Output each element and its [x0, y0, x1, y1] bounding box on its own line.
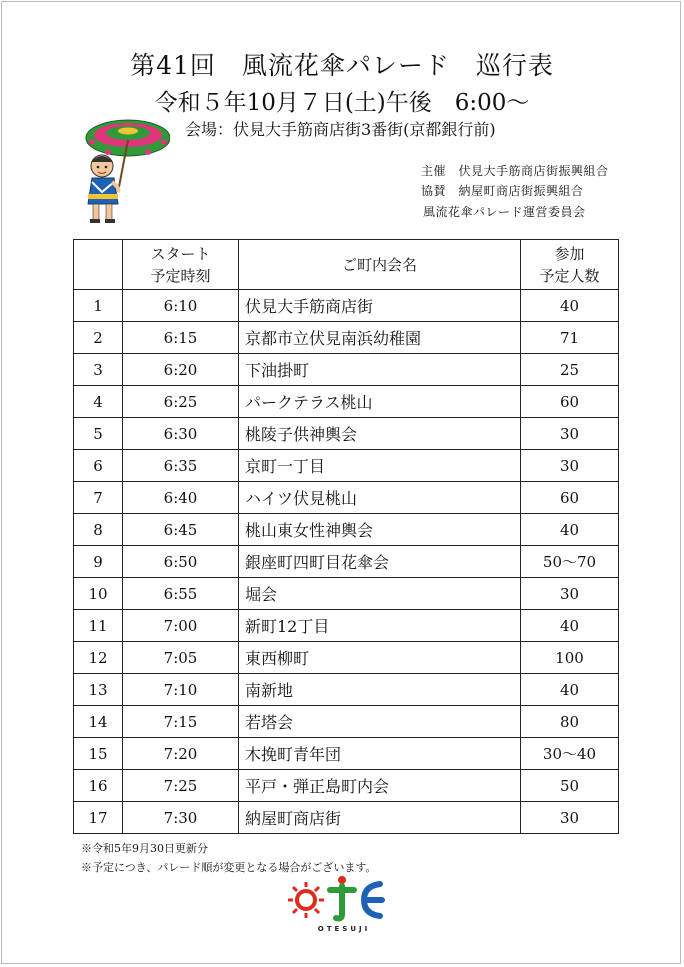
row-participant-count: 100 [521, 642, 619, 674]
row-start-time: 7:00 [123, 610, 239, 642]
row-start-time: 6:40 [123, 482, 239, 514]
row-number: 1 [74, 290, 123, 322]
table-row [74, 642, 619, 674]
row-town-name: 下油掛町 [239, 354, 521, 386]
row-participant-count: 60 [521, 386, 619, 418]
row-town-name: 京町一丁目 [239, 450, 521, 482]
table-row [74, 386, 619, 418]
event-datetime: 令和５年10月７日(土)午後 6:00～ [154, 90, 530, 116]
table-row [74, 770, 619, 802]
table-row [74, 706, 619, 738]
header-start-line2: 予定時刻 [150, 266, 211, 285]
header-no [74, 240, 123, 290]
row-number: 6 [74, 450, 123, 482]
table-row [74, 450, 619, 482]
row-number: 2 [74, 322, 123, 354]
row-town-name: 銀座町四町目花傘会 [239, 546, 521, 578]
row-number: 11 [74, 610, 123, 642]
row-number: 5 [74, 418, 123, 450]
row-start-time: 6:25 [123, 386, 239, 418]
change-note: ※予定につき、パレード順が変更となる場合がございます。 [81, 861, 377, 874]
update-note: ※令和5年9月30日更新分 [81, 842, 208, 855]
row-number: 10 [74, 578, 123, 610]
row-number: 12 [74, 642, 123, 674]
row-town-name: 納屋町商店街 [239, 802, 521, 834]
table-row [74, 482, 619, 514]
row-participant-count: 30 [521, 450, 619, 482]
table-row [74, 610, 619, 642]
row-start-time: 7:15 [123, 706, 239, 738]
row-start-time: 7:30 [123, 802, 239, 834]
row-town-name: ハイツ伏見桃山 [239, 482, 521, 514]
row-town-name: パークテラス桃山 [239, 386, 521, 418]
header-town: ご町内会名 [239, 240, 521, 290]
row-participant-count: 50 [521, 770, 619, 802]
row-town-name: 桃陵子供神輿会 [239, 418, 521, 450]
row-number: 14 [74, 706, 123, 738]
row-start-time: 6:55 [123, 578, 239, 610]
row-participant-count: 25 [521, 354, 619, 386]
organizer-sponsor: 協賛 納屋町商店街振興組合 [421, 184, 584, 198]
header-participants [521, 240, 619, 290]
header-start-line1: スタート [150, 244, 211, 263]
row-town-name: 伏見大手筋商店街 [239, 290, 521, 322]
row-town-name: 桃山東女性神輿会 [239, 514, 521, 546]
row-start-time: 6:35 [123, 450, 239, 482]
row-town-name: 新町12丁目 [239, 610, 521, 642]
table-row [74, 290, 619, 322]
row-number: 8 [74, 514, 123, 546]
row-participant-count: 30～40 [521, 738, 619, 770]
row-start-time: 6:50 [123, 546, 239, 578]
table-row [74, 322, 619, 354]
logo-text: OTESUJI [317, 925, 371, 933]
row-number: 7 [74, 482, 123, 514]
row-number: 17 [74, 802, 123, 834]
otesuji-logo-icon [282, 874, 402, 926]
table-row [74, 802, 619, 834]
row-participant-count: 80 [521, 706, 619, 738]
table-header-row [74, 240, 619, 290]
row-start-time: 6:20 [123, 354, 239, 386]
header-start-time [123, 240, 239, 290]
row-start-time: 6:45 [123, 514, 239, 546]
row-town-name: 東西柳町 [239, 642, 521, 674]
row-start-time: 7:05 [123, 642, 239, 674]
row-start-time: 7:20 [123, 738, 239, 770]
row-participant-count: 40 [521, 514, 619, 546]
umbrella-dancer-mascot-icon [78, 108, 170, 228]
row-participant-count: 30 [521, 578, 619, 610]
row-participant-count: 40 [521, 610, 619, 642]
row-town-name: 南新地 [239, 674, 521, 706]
row-start-time: 6:30 [123, 418, 239, 450]
header-count-line2: 予定人数 [539, 266, 600, 285]
row-participant-count: 71 [521, 322, 619, 354]
table-row [74, 738, 619, 770]
row-town-name: 平戸・弾正島町内会 [239, 770, 521, 802]
row-participant-count: 40 [521, 290, 619, 322]
row-participant-count: 50～70 [521, 546, 619, 578]
row-start-time: 7:25 [123, 770, 239, 802]
row-start-time: 6:10 [123, 290, 239, 322]
table-row [74, 418, 619, 450]
parade-schedule-table [73, 239, 619, 834]
row-number: 9 [74, 546, 123, 578]
row-town-name: 京都市立伏見南浜幼稚園 [239, 322, 521, 354]
organizer-committee: 風流花傘パレード運営委員会 [423, 205, 586, 219]
row-number: 16 [74, 770, 123, 802]
row-town-name: 堀会 [239, 578, 521, 610]
row-start-time: 7:10 [123, 674, 239, 706]
table-row [74, 578, 619, 610]
row-participant-count: 60 [521, 482, 619, 514]
row-participant-count: 30 [521, 418, 619, 450]
table-row [74, 674, 619, 706]
organizer-host: 主催 伏見大手筋商店街振興組合 [421, 164, 609, 178]
row-number: 4 [74, 386, 123, 418]
row-town-name: 木挽町青年団 [239, 738, 521, 770]
page-title: 第41回 風流花傘パレード 巡行表 [130, 51, 554, 80]
table-row [74, 354, 619, 386]
row-start-time: 6:15 [123, 322, 239, 354]
header-count-line1: 参加 [554, 244, 585, 263]
row-number: 13 [74, 674, 123, 706]
row-number: 3 [74, 354, 123, 386]
event-venue: 会場：伏見大手筋商店街3番街(京都銀行前) [185, 120, 496, 139]
row-participant-count: 40 [521, 674, 619, 706]
row-town-name: 若塔会 [239, 706, 521, 738]
table-row [74, 514, 619, 546]
row-participant-count: 30 [521, 802, 619, 834]
table-row [74, 546, 619, 578]
row-number: 15 [74, 738, 123, 770]
